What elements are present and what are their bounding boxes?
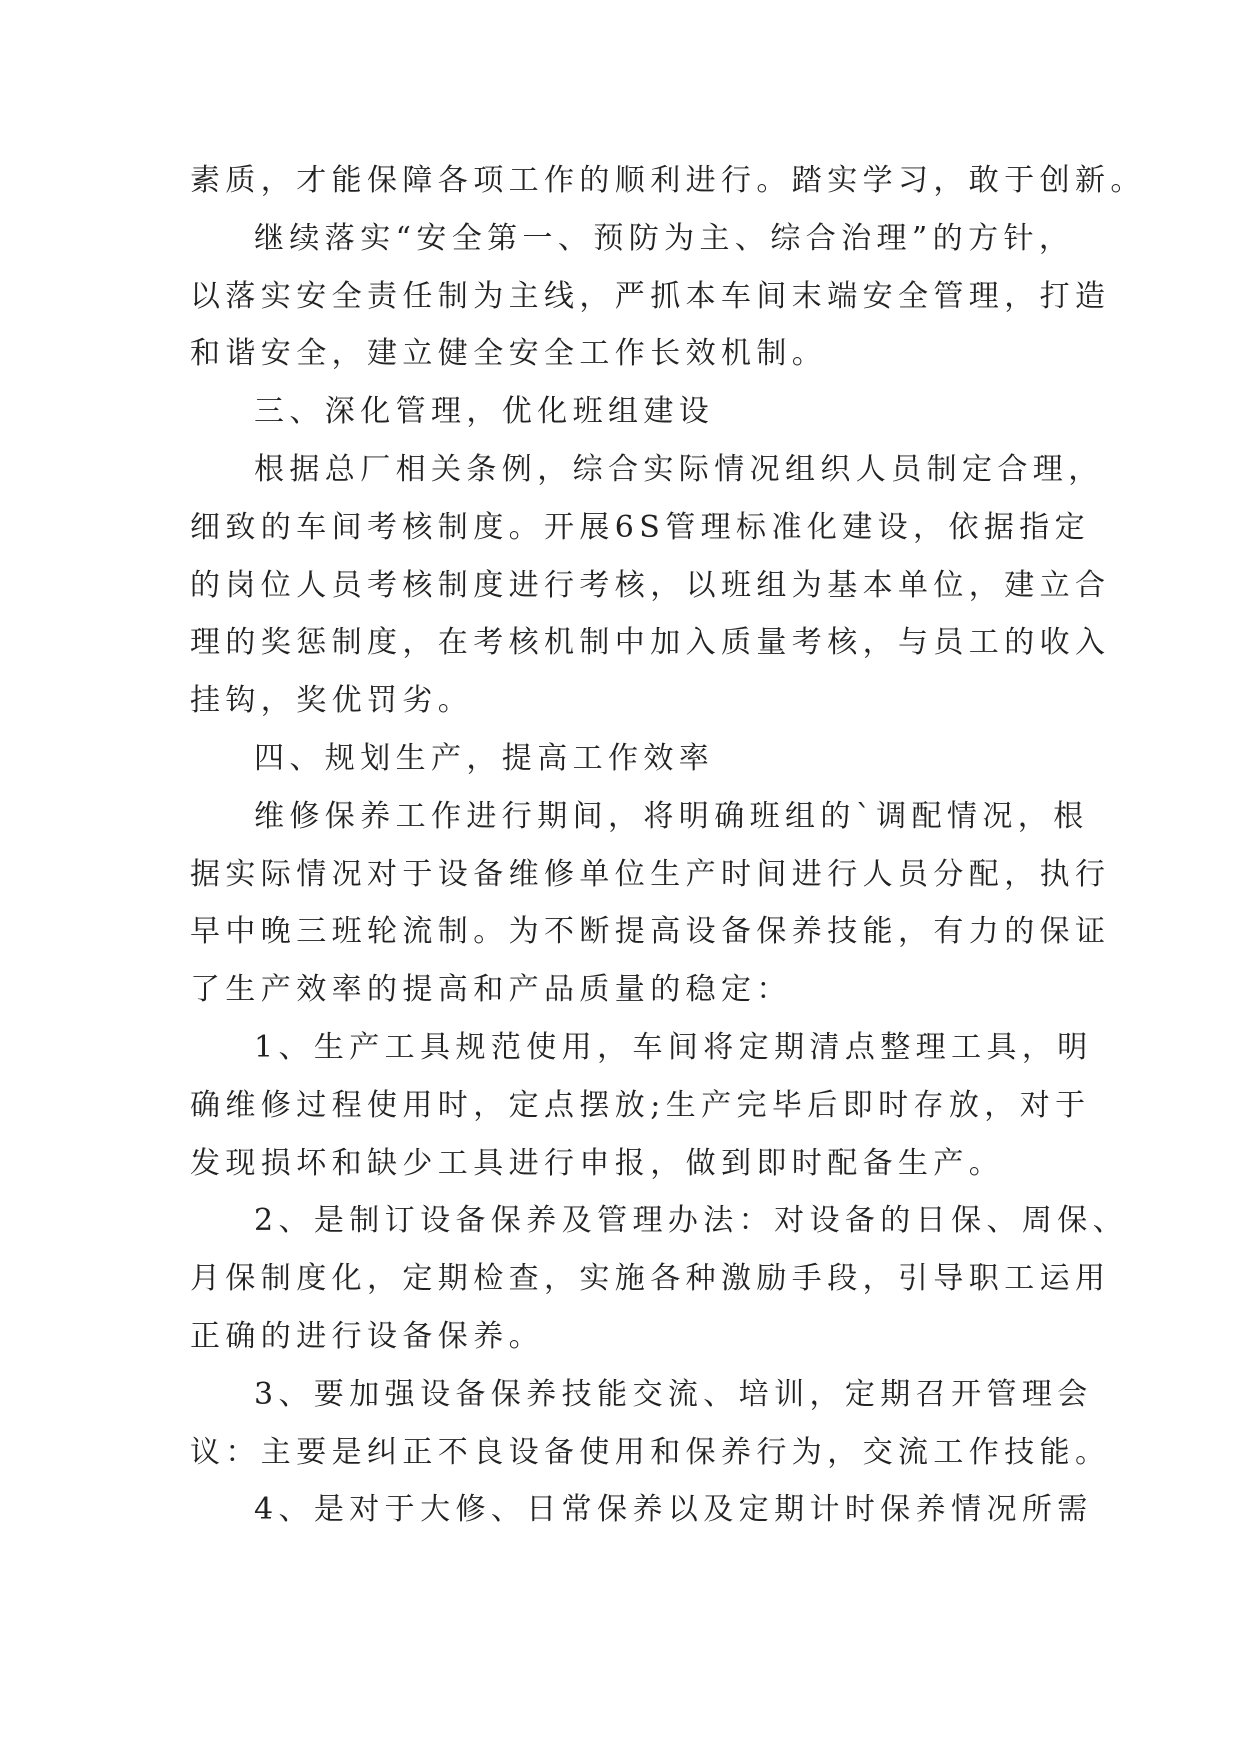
document-body <box>190 152 1146 1539</box>
text-line: 细致的车间考核制度。开展6S管理标准化建设，依据指定 <box>190 509 1091 545</box>
section-heading: 四、规划生产，提高工作效率 <box>254 740 715 776</box>
paragraph-line: 根据总厂相关条例，综合实际情况组织人员制定合理， <box>254 451 1104 487</box>
section-heading: 三、深化管理，优化班组建设 <box>254 394 715 430</box>
list-item-line: 1、生产工具规范使用，车间将定期清点整理工具，明 <box>254 1029 1093 1065</box>
text-line: 素质，才能保障各项工作的顺利进行。踏实学习，敢于创新。 <box>190 163 1146 198</box>
list-item-line: 4、是对于大修、日常保养以及定期计时保养情况所需 <box>254 1492 1093 1528</box>
text-line: 正确的进行设备保养。 <box>190 1318 544 1354</box>
text-line: 据实际情况对于设备维修单位生产时间进行人员分配，执行 <box>190 856 1111 892</box>
text-line: 发现损坏和缺少工具进行申报，做到即时配备生产。 <box>190 1145 1005 1181</box>
paragraph-line: 继续落实“安全第一、预防为主、综合治理”的方针， <box>254 220 1075 256</box>
paragraph-line: 维修保养工作进行期间，将明确班组的`调配情况，根 <box>254 798 1089 834</box>
text-line: 月保制度化，定期检查，实施各种激励手段，引导职工运用 <box>190 1261 1111 1297</box>
text-line: 的岗位人员考核制度进行考核，以班组为基本单位，建立合 <box>190 567 1111 603</box>
list-item-line: 3、要加强设备保养技能交流、培训，定期召开管理会 <box>254 1376 1093 1412</box>
text-line: 了生产效率的提高和产品质量的稳定： <box>190 972 792 1008</box>
list-item-line: 2、是制订设备保养及管理办法：对设备的日保、周保、 <box>254 1203 1129 1239</box>
text-line: 理的奖惩制度，在考核机制中加入质量考核，与员工的收入 <box>190 625 1111 661</box>
text-line: 议：主要是纠正不良设备使用和保养行为，交流工作技能。 <box>190 1434 1111 1470</box>
text-line: 和谐安全，建立健全安全工作长效机制。 <box>190 336 828 372</box>
text-line: 确维修过程使用时，定点摆放;生产完毕后即时存放，对于 <box>190 1087 1091 1123</box>
text-line: 挂钩，奖优罚劣。 <box>190 683 474 719</box>
text-line: 以落实安全责任制为主线，严抓本车间末端安全管理，打造 <box>190 278 1111 314</box>
text-line: 早中晚三班轮流制。为不断提高设备保养技能，有力的保证 <box>190 914 1111 950</box>
